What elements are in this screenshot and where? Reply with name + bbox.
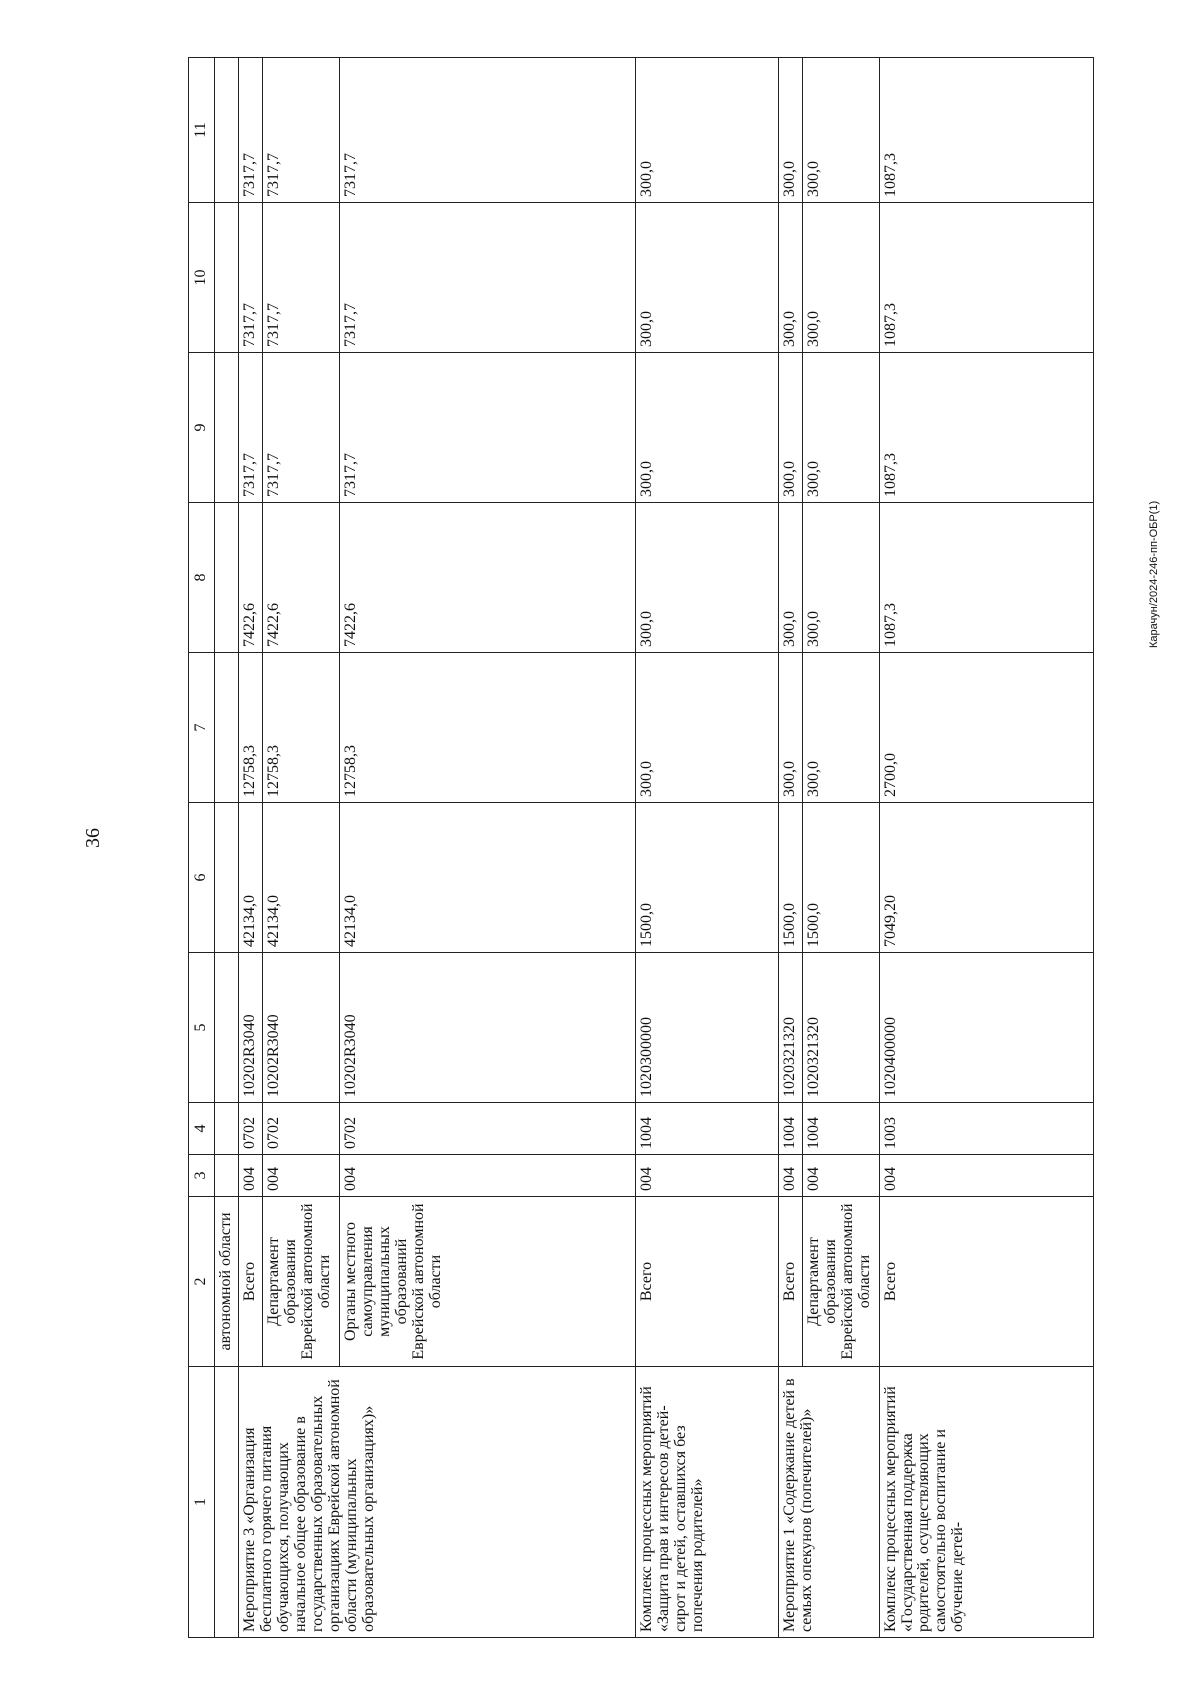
- table-cell: автономной области: [214, 1197, 238, 1367]
- table-cell: 004: [339, 1155, 635, 1197]
- table-cell: 7317,7: [238, 203, 262, 353]
- table-cell: 1500,0: [635, 803, 778, 953]
- table-cell: [214, 653, 238, 803]
- table-cell: [214, 803, 238, 953]
- table-cell: 300,0: [635, 653, 778, 803]
- table-cell: 300,0: [803, 503, 879, 653]
- table-cell: Всего: [879, 1197, 1093, 1367]
- table-cell: 300,0: [778, 353, 802, 503]
- table-cell: 1500,0: [778, 803, 802, 953]
- table-cell: 004: [238, 1155, 262, 1197]
- table-cell: Всего: [635, 1197, 778, 1367]
- table-cell: 7317,7: [339, 58, 635, 203]
- table-cell: [214, 953, 238, 1103]
- table-cell: 1004: [635, 1103, 778, 1155]
- table-cell: 1003: [879, 1103, 1093, 1155]
- table-row: [635, 58, 778, 1638]
- table-cell: 1020321320: [778, 953, 802, 1103]
- table-cell: [214, 1103, 238, 1155]
- table-cell: 004: [263, 1155, 339, 1197]
- table-cell: [214, 503, 238, 653]
- table-cell: 1020400000: [879, 953, 1093, 1103]
- table-cell: Комплекс процессных мероприятий «Государственная поддержка родителей, осуществляющих самостоятельно воспитание и обучение детей-: [879, 1367, 1093, 1638]
- table-cell: 004: [803, 1155, 879, 1197]
- table-cell: 12758,3: [339, 653, 635, 803]
- page-number: 36: [82, 828, 104, 848]
- table-cell: 10202R3040: [238, 953, 262, 1103]
- table-cell: 10202R3040: [263, 953, 339, 1103]
- table-cell: 12758,3: [238, 653, 262, 803]
- table-cell: 42134,0: [238, 803, 262, 953]
- table-cell: 1087,3: [879, 203, 1093, 353]
- table-cell: 300,0: [778, 653, 802, 803]
- table-cell: 300,0: [803, 58, 879, 203]
- table-cell: Органы местного самоуправления муниципальных образований Еврейской автономной области: [339, 1197, 635, 1367]
- table-cell: 300,0: [635, 503, 778, 653]
- document-id: Карачун/2024-246-пп-ОБР(1): [1148, 500, 1160, 648]
- header-cell: 9: [189, 353, 215, 503]
- table-cell: 42134,0: [339, 803, 635, 953]
- table-cell: Всего: [778, 1197, 802, 1367]
- table-cell: 1004: [803, 1103, 879, 1155]
- header-cell: 1: [189, 1367, 215, 1638]
- table-cell: 7317,7: [263, 203, 339, 353]
- table-cell: 300,0: [778, 203, 802, 353]
- table-cell: 1500,0: [803, 803, 879, 953]
- header-cell: 8: [189, 503, 215, 653]
- table-cell: Департамент образования Еврейской автономной области: [803, 1197, 879, 1367]
- table-cell: 004: [635, 1155, 778, 1197]
- table-cell: Департамент образования Еврейской автономной области: [263, 1197, 339, 1367]
- table-cell: 7317,7: [339, 353, 635, 503]
- table-cell: 004: [879, 1155, 1093, 1197]
- table-cell: [214, 1155, 238, 1197]
- table-cell: 0702: [263, 1103, 339, 1155]
- table-cell: 7317,7: [263, 58, 339, 203]
- table-row: [238, 58, 262, 1638]
- table-cell: 1087,3: [879, 353, 1093, 503]
- table-cell: 1020300000: [635, 953, 778, 1103]
- table-cell: Мероприятие 3 «Организация бесплатного горячего питания обучающихся, получающих начальное общее образование в государственных образовательных организациях Еврейской автономной области (муниципальных образовательных организациях)»: [238, 1367, 635, 1638]
- table-cell: 1087,3: [879, 58, 1093, 203]
- table-cell: 7049,20: [879, 803, 1093, 953]
- table-cell: 300,0: [635, 353, 778, 503]
- table-cell: [214, 203, 238, 353]
- table-row: [214, 58, 238, 1638]
- table-cell: Мероприятие 1 «Содержание детей в семьях опекунов (попечителей)»: [778, 1367, 879, 1638]
- table-cell: 1020321320: [803, 953, 879, 1103]
- table-cell: 300,0: [778, 58, 802, 203]
- table-cell: 7317,7: [263, 353, 339, 503]
- header-cell: 3: [189, 1155, 215, 1197]
- table-cell: 2700,0: [879, 653, 1093, 803]
- header-cell: 7: [189, 653, 215, 803]
- table-cell: 7422,6: [238, 503, 262, 653]
- table-cell: 1087,3: [879, 503, 1093, 653]
- table-cell: 7317,7: [339, 203, 635, 353]
- table-cell: 300,0: [635, 58, 778, 203]
- table-cell: Комплекс процессных мероприятий «Защита прав и интересов детей-сирот и детей, оставшихся без попечения родителей»: [635, 1367, 778, 1638]
- table-cell: 300,0: [803, 203, 879, 353]
- header-cell: 4: [189, 1103, 215, 1155]
- table-cell: 0702: [238, 1103, 262, 1155]
- table-cell: 7317,7: [238, 353, 262, 503]
- table-cell: 42134,0: [263, 803, 339, 953]
- table-cell: 7422,6: [339, 503, 635, 653]
- header-row: [189, 58, 215, 1638]
- header-cell: 2: [189, 1197, 215, 1367]
- table-cell: Всего: [238, 1197, 262, 1367]
- header-cell: 11: [189, 58, 215, 203]
- table-cell: 12758,3: [263, 653, 339, 803]
- header-cell: 10: [189, 203, 215, 353]
- table-cell: 10202R3040: [339, 953, 635, 1103]
- budget-table: [188, 57, 1094, 1638]
- table-cell: 004: [778, 1155, 802, 1197]
- header-cell: 6: [189, 803, 215, 953]
- header-cell: 5: [189, 953, 215, 1103]
- table-cell: 300,0: [778, 503, 802, 653]
- budget-table-wrapper: [188, 58, 1094, 1638]
- table-cell: 0702: [339, 1103, 635, 1155]
- table-cell: 7422,6: [263, 503, 339, 653]
- table-cell: 7317,7: [238, 58, 262, 203]
- table-row: [879, 58, 1093, 1638]
- table-cell: [214, 1367, 238, 1638]
- table-row: [778, 58, 802, 1638]
- table-cell: 300,0: [635, 203, 778, 353]
- table-cell: 1004: [778, 1103, 802, 1155]
- table-cell: [214, 58, 238, 203]
- table-cell: 300,0: [803, 653, 879, 803]
- table-cell: [214, 353, 238, 503]
- table-cell: 300,0: [803, 353, 879, 503]
